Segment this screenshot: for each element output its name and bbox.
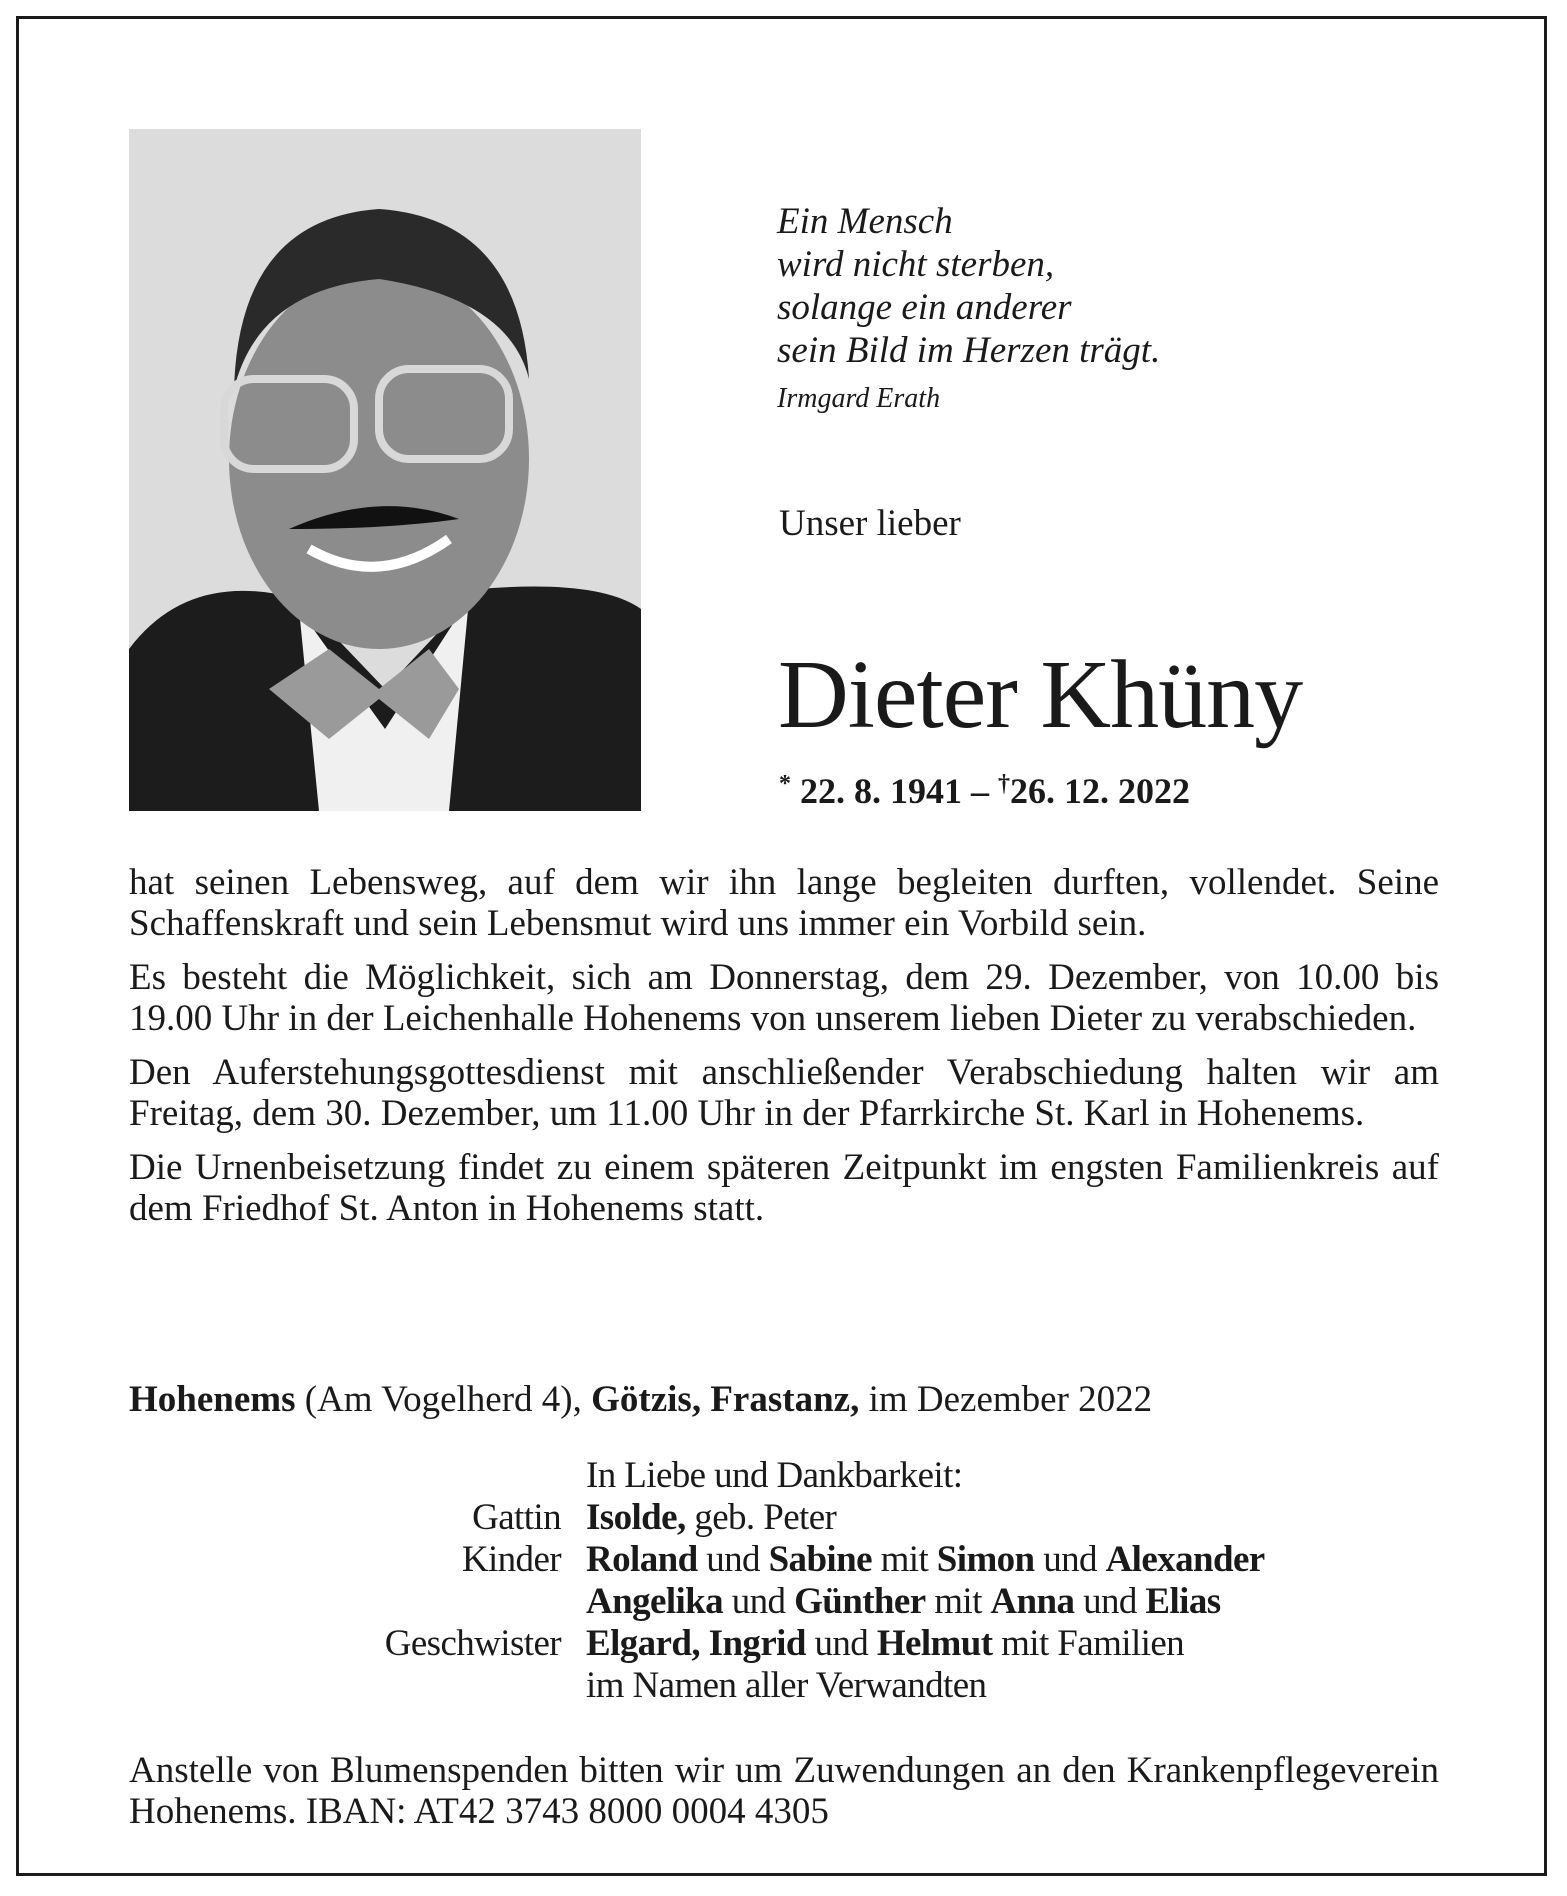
- intro-text: Unser lieber: [779, 503, 961, 544]
- place-date-line: [129, 1378, 1152, 1421]
- body-paragraph: Den Auferstehungsgottesdienst mit anschließender Verabschiedung halten wir am Freitag, dem 30. Dezember, um 11.00 Uhr in der Pfarrkirche St. Karl in Hohenems.: [129, 1052, 1439, 1134]
- family-member: Elias: [1145, 1581, 1221, 1622]
- memorial-quote: [777, 200, 1160, 416]
- family-member: Sabine: [768, 1539, 872, 1580]
- connector: mit: [934, 1581, 982, 1622]
- family-member: Alexander: [1105, 1539, 1265, 1580]
- family-label-gattin: Gattin: [472, 1497, 561, 1538]
- date-separator: –: [971, 771, 989, 811]
- death-date: 26. 12. 2022: [1010, 771, 1190, 811]
- birth-symbol: *: [779, 771, 791, 797]
- town-primary: Hohenems: [129, 1379, 296, 1420]
- quote-line: sein Bild im Herzen trägt.: [777, 330, 1161, 371]
- body-paragraph: Es besteht die Möglichkeit, sich am Donnerstag, dem 29. Dezember, von 10.00 bis 19.00 Uhr in der Leichenhalle Hohenems von unserem lieben Dieter zu verabschieden.: [129, 957, 1439, 1039]
- quote-line: wird nicht sterben,: [777, 244, 1055, 285]
- quote-line: solange ein anderer: [777, 287, 1072, 328]
- death-symbol: †: [998, 771, 1010, 797]
- family-closing-line: im Namen aller Verwandten: [586, 1665, 987, 1706]
- family-member: Elgard, Ingrid: [586, 1623, 806, 1664]
- body-paragraph: Die Urnenbeisetzung findet zu einem späteren Zeitpunkt im engsten Familienkreis auf dem Friedhof St. Anton in Hohenems statt.: [129, 1147, 1439, 1229]
- deceased-name: Dieter Khüny: [778, 641, 1303, 749]
- children-line-2: [586, 1581, 1221, 1623]
- family-member: Helmut: [876, 1623, 993, 1664]
- connector: und: [706, 1539, 760, 1580]
- donation-note: Anstelle von Blumenspenden bitten wir um Zuwendungen an den Krankenpflegeverein Hohenems. IBAN: AT42 3743 8000 0004 4305: [129, 1750, 1439, 1832]
- birth-date: 22. 8. 1941: [800, 771, 962, 811]
- portrait-photo: [129, 129, 641, 811]
- spouse-name: Isolde,: [586, 1497, 686, 1538]
- family-list: [129, 1455, 1265, 1707]
- connector: mit Familien: [1001, 1623, 1185, 1664]
- family-member: Simon: [936, 1539, 1035, 1580]
- family-member: Anna: [990, 1581, 1075, 1622]
- body-paragraph: hat seinen Lebensweg, auf dem wir ihn lange begleiten durften, vollendet. Seine Schaffenskraft und sein Lebensmut wird uns immer ein Vorbild sein.: [129, 862, 1439, 944]
- family-member: Günther: [794, 1581, 926, 1622]
- family-heading: In Liebe und Dankbarkeit:: [586, 1455, 963, 1496]
- address: (Am Vogelherd 4),: [304, 1379, 582, 1420]
- connector: und: [731, 1581, 786, 1622]
- siblings-line: [586, 1623, 1184, 1665]
- connector: mit: [880, 1539, 929, 1580]
- family-member: Angelika: [586, 1581, 724, 1622]
- connector: und: [1083, 1581, 1137, 1622]
- family-label-geschwister: Geschwister: [384, 1623, 561, 1664]
- towns-secondary: Götzis, Frastanz,: [591, 1379, 860, 1420]
- quote-line: Ein Mensch: [777, 201, 953, 242]
- announcement-body: [129, 862, 1439, 1242]
- life-dates: [779, 770, 1190, 812]
- connector: und: [1043, 1539, 1097, 1580]
- place-date: im Dezember 2022: [868, 1379, 1153, 1420]
- family-label-kinder: Kinder: [461, 1539, 561, 1580]
- spouse-maiden: geb. Peter: [694, 1497, 837, 1538]
- children-line-1: [586, 1539, 1265, 1581]
- family-member: Roland: [586, 1539, 698, 1580]
- connector: und: [814, 1623, 869, 1664]
- quote-author: Irmgard Erath: [777, 383, 941, 414]
